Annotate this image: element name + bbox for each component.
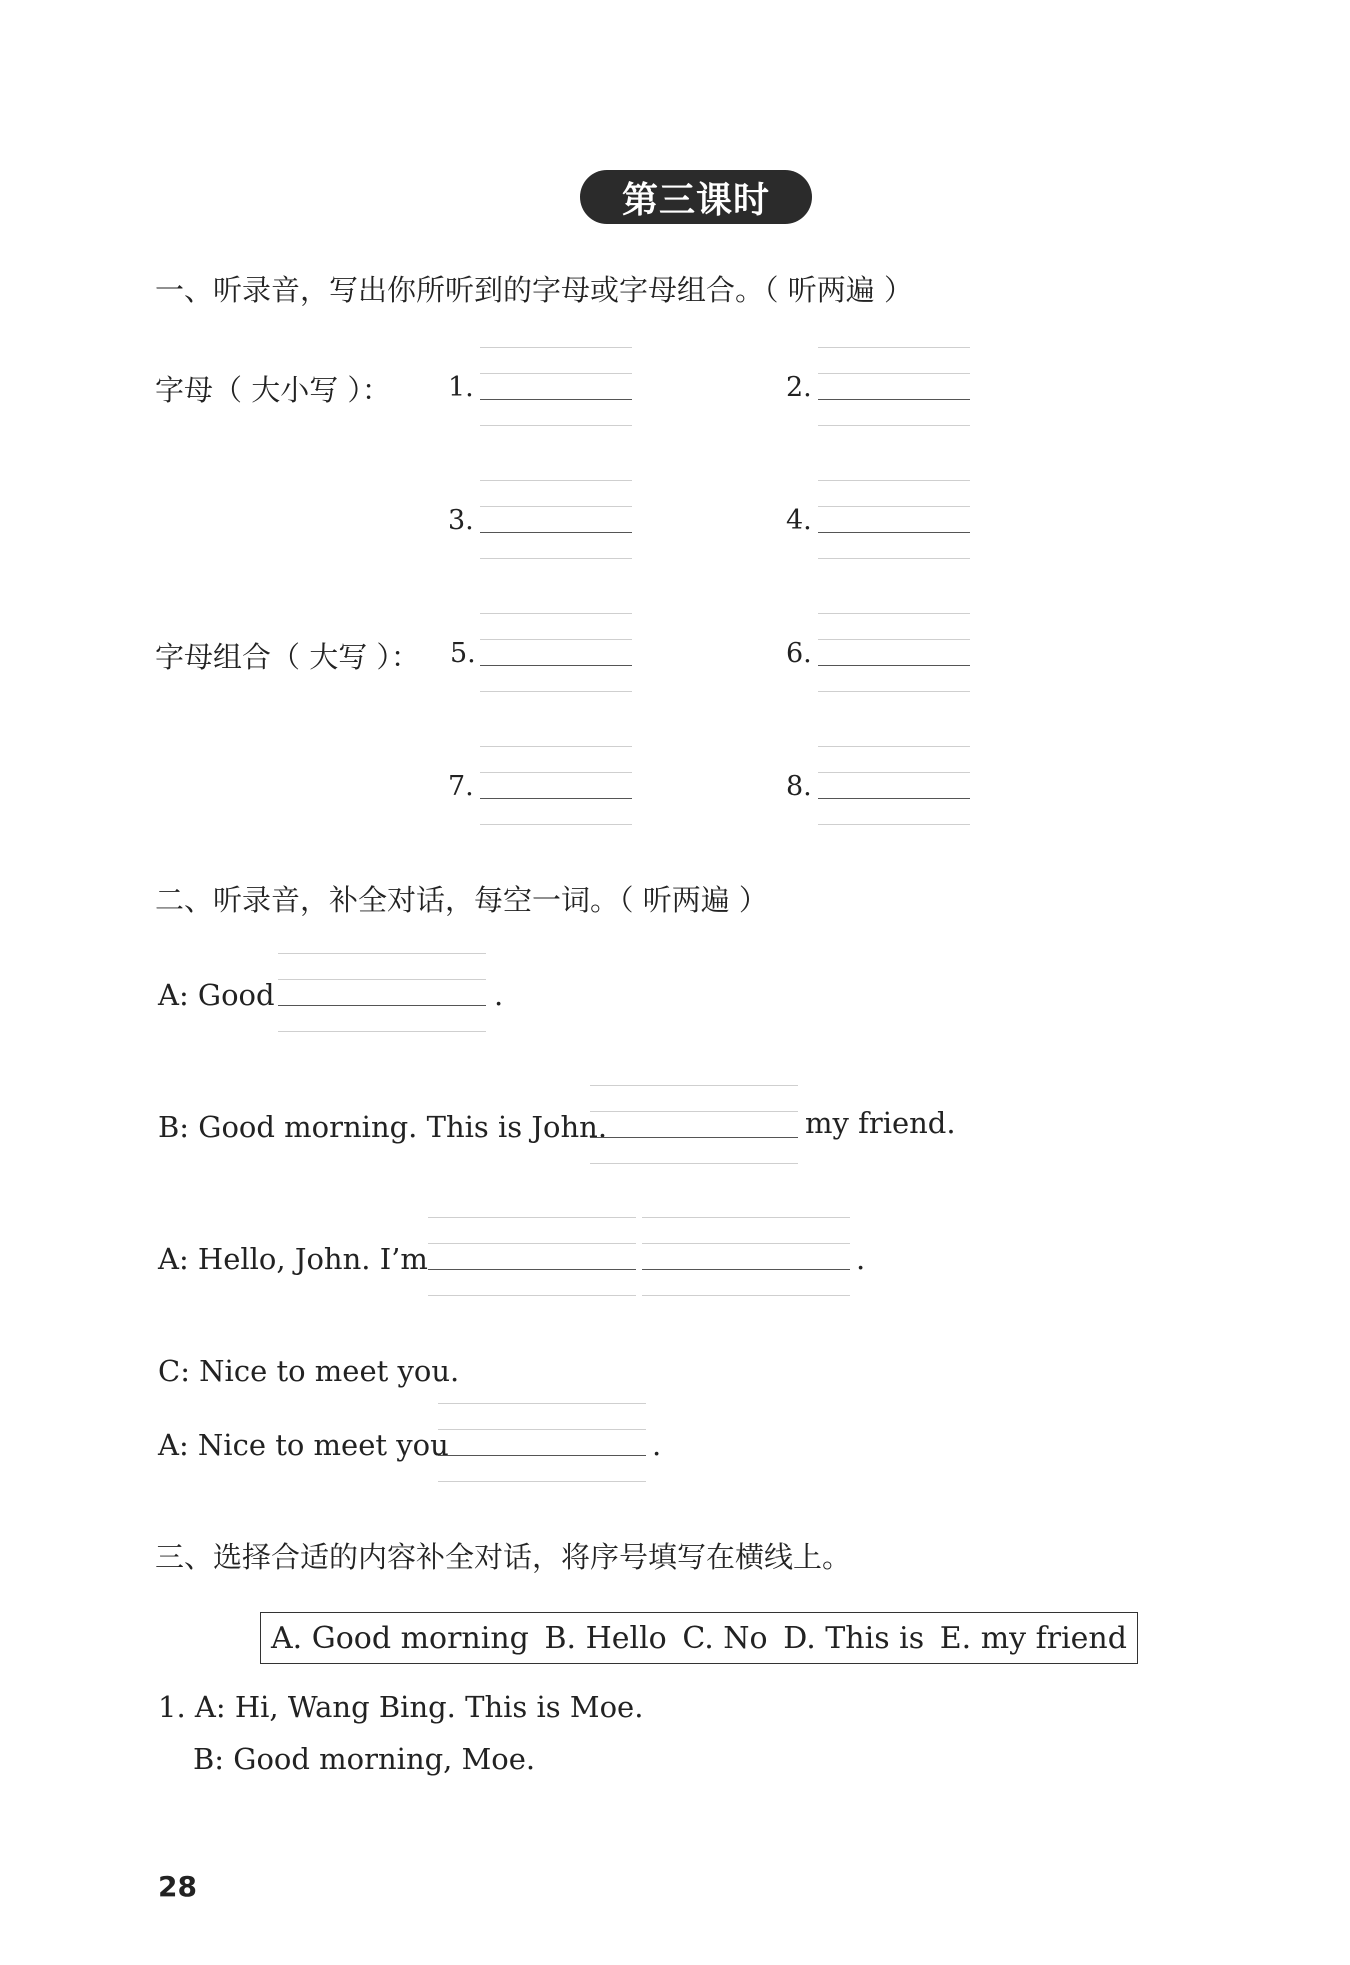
option-c: C. No <box>682 1620 768 1656</box>
answer-blank[interactable] <box>278 953 486 1033</box>
item-number: 1. <box>448 372 474 403</box>
answer-blank[interactable] <box>480 347 632 427</box>
answer-blank[interactable] <box>818 746 970 826</box>
item-number: 2. <box>786 372 812 403</box>
dialogue-line: A: Good <box>158 978 275 1012</box>
answer-blank[interactable] <box>642 1217 850 1297</box>
answer-blank[interactable] <box>818 613 970 693</box>
combos-label: 字母组合（ 大写 ）： <box>155 640 420 674</box>
lesson-title: 第三课时 <box>580 170 812 224</box>
dialogue-line: B: Good morning. This is John. <box>158 1110 608 1144</box>
section2-heading: 二、听录音，补全对话，每空一词。（ 听两遍 ） <box>155 883 768 917</box>
option-b: B. Hello <box>544 1620 667 1656</box>
options-box <box>260 1612 1138 1664</box>
item-number: 4. <box>786 505 812 536</box>
item-number: 5. <box>450 638 476 669</box>
item-number: 6. <box>786 638 812 669</box>
item-number: 3. <box>448 505 474 536</box>
answer-blank[interactable] <box>480 613 632 693</box>
answer-blank[interactable] <box>590 1085 798 1165</box>
page-number: 28 <box>158 1870 197 1903</box>
answer-blank[interactable] <box>438 1403 646 1483</box>
answer-blank[interactable] <box>480 480 632 560</box>
section3-heading: 三、选择合适的内容补全对话，将序号填写在横线上。 <box>155 1540 852 1574</box>
answer-blank[interactable] <box>818 347 970 427</box>
item-number: 8. <box>786 771 812 802</box>
answer-blank[interactable] <box>428 1217 636 1297</box>
dialogue-punct: . <box>652 1428 662 1462</box>
question-1-b: B: Good morning, Moe. <box>193 1742 536 1776</box>
dialogue-line: A: Hello, John. I’m <box>158 1242 428 1276</box>
dialogue-line: my friend. <box>805 1106 956 1140</box>
dialogue-punct: . <box>494 978 504 1012</box>
letters-label: 字母（ 大小写 ）： <box>155 373 391 407</box>
question-1-a: 1. A: Hi, Wang Bing. This is Moe. <box>158 1690 644 1724</box>
option-a: A. Good morning <box>271 1620 529 1656</box>
dialogue-line: A: Nice to meet you <box>158 1428 449 1462</box>
dialogue-line: C: Nice to meet you. <box>158 1354 460 1388</box>
dialogue-punct: . <box>856 1242 866 1276</box>
option-d: D. This is <box>783 1620 925 1656</box>
option-e: E. my friend <box>939 1620 1127 1656</box>
answer-blank[interactable] <box>818 480 970 560</box>
answer-blank[interactable] <box>480 746 632 826</box>
section1-heading: 一、听录音，写出你所听到的字母或字母组合。（ 听两遍 ） <box>155 273 913 307</box>
item-number: 7. <box>448 771 474 802</box>
